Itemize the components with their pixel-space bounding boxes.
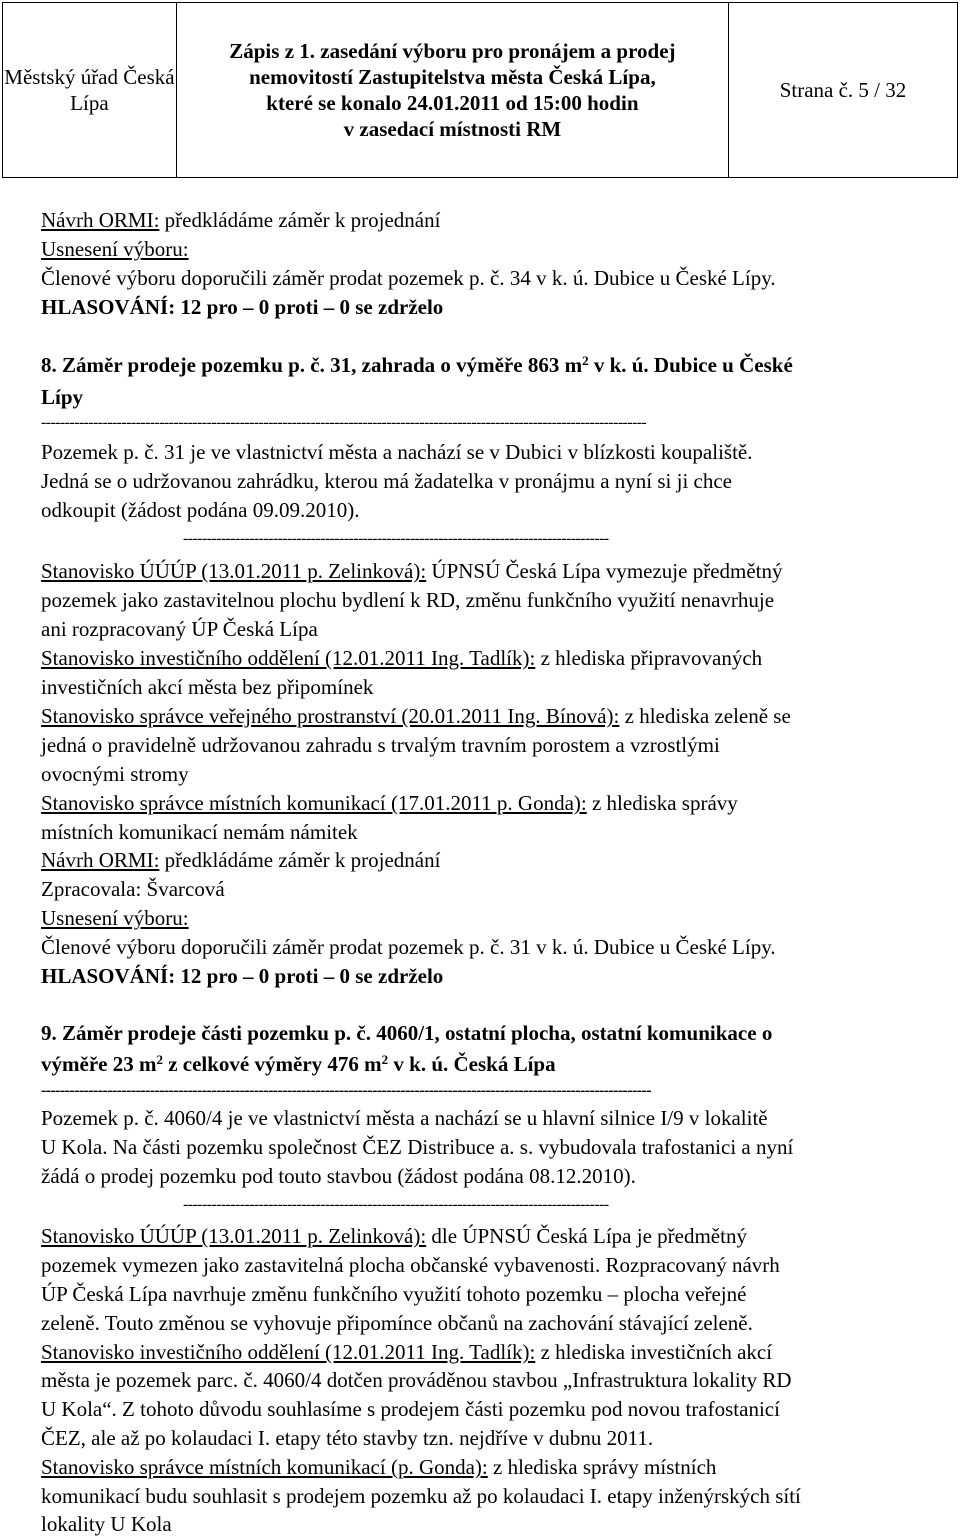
statement-public-space xyxy=(41,703,791,729)
statement-label: Stanovisko investičního oddělení (12.01.2011 Ing. Tadlík): xyxy=(41,646,536,670)
heading-part: výměře 23 m xyxy=(41,1052,157,1076)
statement-line: lokality U Kola xyxy=(41,1512,172,1536)
divider: -------------------------------------------------------------------------------------------------------------------------------- xyxy=(41,414,647,431)
statement-line: místních komunikací nemám námitek xyxy=(41,820,358,844)
item-8-heading xyxy=(41,352,793,378)
superscript: 2 xyxy=(582,353,589,368)
heading-part: v k. ú. Dubice u České xyxy=(588,353,793,377)
statement-label: Stanovisko správce místních komunikací (17.01.2011 p. Gonda): xyxy=(41,791,587,815)
divider: --------------------------------------------------------------------------------------------------------------------------------- xyxy=(41,1082,651,1099)
description-line: odkoupit (žádost podána 09.09.2010). xyxy=(41,498,360,522)
statement-urban-planning xyxy=(41,558,783,584)
statement-text: z hlediska investičních akcí xyxy=(535,1340,773,1364)
description-line: žádá o prodej pozemku pod touto stavbou (žádost podána 08.12.2010). xyxy=(41,1164,636,1188)
voting-result: HLASOVÁNÍ: 12 pro – 0 proti – 0 se zdrželo xyxy=(41,295,444,319)
statement-line: pozemek jako zastavitelnou plochu bydlení k RD, změnu funkčního využití nenavrhuje xyxy=(41,588,775,612)
statement-line: pozemek vymezen jako zastavitelná plocha občanské vybavenosti. Rozpracovaný návrh xyxy=(41,1253,780,1277)
statement-line: města je pozemek parc. č. 4060/4 dotčen prováděnou stavbou „Infrastruktura lokality RD xyxy=(41,1368,792,1392)
title-line: které se konalo 24.01.2011 od 15:00 hodin xyxy=(266,91,639,115)
statement-line: zeleně. Touto změnou se vyhovuje připomínce občanů na zachování stávající zeleně. xyxy=(41,1311,753,1335)
statement-line: U Kola“. Z tohoto důvodu souhlasíme s prodejem části pozemku pod novou trafostanicí xyxy=(41,1397,780,1421)
statement-label: Stanovisko správce veřejného prostranství (20.01.2011 Ing. Bínová): xyxy=(41,704,620,728)
item-8-heading-cont: Lípy xyxy=(41,385,84,409)
page-number: Strana č. 5 / 32 xyxy=(728,3,957,178)
statement-text: z hlediska zeleně se xyxy=(619,704,791,728)
statement-line: investičních akcí města bez připomínek xyxy=(41,675,374,699)
statement-investment xyxy=(41,645,762,671)
statement-line: ČEZ, ale až po kolaudaci I. etapy této stavby tzn. nejdříve v dubnu 2011. xyxy=(41,1426,654,1450)
statement-investment xyxy=(41,1339,772,1365)
statement-roads xyxy=(41,1454,716,1480)
statement-text: z hlediska správy xyxy=(586,791,738,815)
voting-result: HLASOVÁNÍ: 12 pro – 0 proti – 0 se zdrželo xyxy=(41,964,444,988)
resolution-label: Usnesení výboru: xyxy=(41,237,189,261)
statement-urban-planning xyxy=(41,1223,747,1249)
resolution-text: Členové výboru doporučili záměr prodat pozemek p. č. 34 v k. ú. Dubice u České Lípy. xyxy=(41,266,776,290)
statement-roads xyxy=(41,790,738,816)
statement-text: z hlediska připravovaných xyxy=(535,646,763,670)
description-line: U Kola. Na části pozemku společnost ČEZ Distribuce a. s. vybudovala trafostanici a nyní xyxy=(41,1135,794,1159)
proposal-label: Návrh ORMI: xyxy=(41,208,160,232)
proposal-line xyxy=(41,207,440,233)
statement-label: Stanovisko ÚÚÚP (13.01.2011 p. Zelinková): xyxy=(41,1224,427,1248)
statement-label: Stanovisko investičního oddělení (12.01.2011 Ing. Tadlík): xyxy=(41,1340,536,1364)
description-line: Pozemek p. č. 4060/4 je ve vlastnictví města a nachází se u hlavní silnice I/9 v lokalitě xyxy=(41,1106,768,1130)
item-9-heading: 9. Záměr prodeje části pozemku p. č. 4060/1, ostatní plocha, ostatní komunikace o xyxy=(41,1021,773,1045)
page-header xyxy=(2,2,958,178)
title-line: Zápis z 1. zasedání výboru pro pronájem a prodej xyxy=(229,39,676,63)
item-9-heading-cont xyxy=(41,1051,556,1077)
statement-label: Stanovisko ÚÚÚP (13.01.2011 p. Zelinková): xyxy=(41,559,427,583)
proposal-text: předkládáme záměr k projednání xyxy=(159,208,441,232)
document-title xyxy=(176,3,728,178)
office-name: Městský úřad Česká Lípa xyxy=(3,3,177,178)
statement-text: z hlediska správy místních xyxy=(487,1455,717,1479)
proposal-label: Návrh ORMI: xyxy=(41,848,160,872)
divider: ------------------------------------------------------------------------------------------ xyxy=(183,530,609,547)
statement-line: ÚP Česká Lípa navrhuje změnu funkčního využití tohoto pozemku – plocha veřejné xyxy=(41,1282,747,1306)
proposal-text: předkládáme záměr k projednání xyxy=(159,848,441,872)
prepared-by: Zpracovala: Švarcová xyxy=(41,877,225,901)
statement-line: komunikací budu souhlasit s prodejem pozemku až po kolaudaci I. etapy inženýrských sítí xyxy=(41,1484,801,1508)
description-line: Pozemek p. č. 31 je ve vlastnictví města a nachází se v Dubici v blízkosti koupaliště. xyxy=(41,440,753,464)
statement-line: jedná o pravidelně udržovanou zahradu s trvalým travním porostem a vzrostlými xyxy=(41,733,720,757)
title-line: v zasedací místnosti RM xyxy=(343,117,562,141)
title-line: nemovitostí Zastupitelstva města Česká Lípa, xyxy=(249,65,656,89)
description-line: Jedná se o udržovanou zahrádku, kterou má žadatelka v pronájmu a nyní si ji chce xyxy=(41,469,733,493)
heading-part: z celkové výměry 476 m xyxy=(162,1052,382,1076)
statement-line: ani rozpracovaný ÚP Česká Lípa xyxy=(41,617,318,641)
statement-label: Stanovisko správce místních komunikací (p. Gonda): xyxy=(41,1455,488,1479)
resolution-label: Usnesení výboru: xyxy=(41,906,189,930)
heading-part: 8. Záměr prodeje pozemku p. č. 31, zahrada o výměře 863 m xyxy=(41,353,583,377)
statement-text: ÚPNSÚ Česká Lípa vymezuje předmětný xyxy=(426,559,783,583)
proposal-line xyxy=(41,847,440,873)
resolution-text: Členové výboru doporučili záměr prodat pozemek p. č. 31 v k. ú. Dubice u České Lípy. xyxy=(41,935,776,959)
superscript: 2 xyxy=(381,1052,389,1067)
superscript: 2 xyxy=(156,1052,163,1067)
heading-part: v k. ú. Česká Lípa xyxy=(388,1052,556,1076)
statement-text: dle ÚPNSÚ Česká Lípa je předmětný xyxy=(426,1224,747,1248)
statement-line: ovocnými stromy xyxy=(41,762,189,786)
divider: ------------------------------------------------------------------------------------------ xyxy=(183,1196,609,1213)
